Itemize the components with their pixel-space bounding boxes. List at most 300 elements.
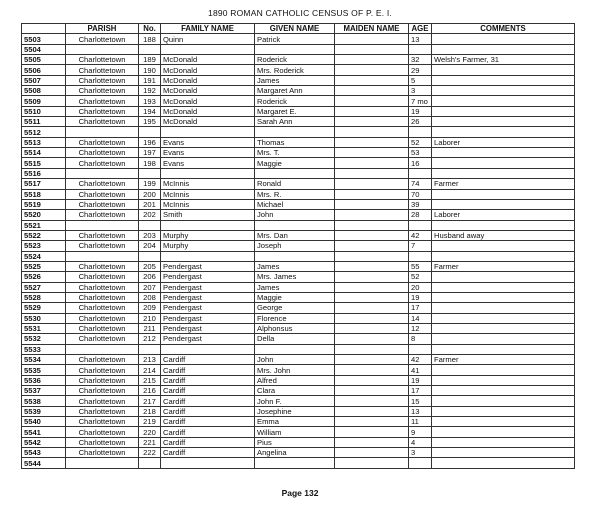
given-name-cell: John [255,355,335,365]
parish-cell: Charlottetown [66,241,139,251]
line-number-cell: 5507 [22,75,66,85]
maiden-name-cell [335,437,409,447]
parish-cell: Charlottetown [66,334,139,344]
age-cell: 4 [409,437,432,447]
table-row [22,292,575,302]
table-row [22,272,575,282]
age-cell: 19 [409,106,432,116]
given-name-cell: Emma [255,417,335,427]
comments-cell [432,168,575,178]
line-number-cell: 5517 [22,179,66,189]
line-number-cell: 5514 [22,148,66,158]
given-name-cell: Patrick [255,34,335,44]
family-name-cell: Cardiff [161,417,255,427]
parish-cell: Charlottetown [66,303,139,313]
maiden-name-cell [335,96,409,106]
given-name-cell: Margaret Ann [255,86,335,96]
household-number-cell: 209 [139,303,161,313]
comments-cell [432,386,575,396]
given-name-cell [255,44,335,54]
maiden-name-cell [335,303,409,313]
line-number-cell: 5529 [22,303,66,313]
table-header-row [22,24,575,34]
line-number-cell: 5504 [22,44,66,54]
table-row [22,199,575,209]
line-number-cell: 5524 [22,251,66,261]
given-name-cell: Maggie [255,292,335,302]
parish-cell: Charlottetown [66,55,139,65]
line-number-cell: 5509 [22,96,66,106]
given-name-cell: Mrs. R. [255,189,335,199]
family-name-cell: McDonald [161,75,255,85]
line-number-cell: 5534 [22,355,66,365]
age-cell [409,168,432,178]
table-row [22,334,575,344]
comments-cell: Farmer [432,355,575,365]
header-family-name: FAMILY NAME [161,24,255,34]
family-name-cell [161,127,255,137]
household-number-cell: 196 [139,137,161,147]
comments-cell [432,417,575,427]
household-number-cell: 221 [139,437,161,447]
comments-cell [432,344,575,354]
age-cell: 70 [409,189,432,199]
household-number-cell: 201 [139,199,161,209]
family-name-cell: Smith [161,210,255,220]
given-name-cell [255,458,335,468]
family-name-cell: McDonald [161,65,255,75]
maiden-name-cell [335,323,409,333]
age-cell [409,44,432,54]
age-cell: 13 [409,406,432,416]
given-name-cell: Pius [255,437,335,447]
household-number-cell: 222 [139,448,161,458]
family-name-cell: Evans [161,158,255,168]
line-number-cell: 5525 [22,261,66,271]
family-name-cell: Cardiff [161,437,255,447]
given-name-cell: Margaret E. [255,106,335,116]
maiden-name-cell [335,34,409,44]
maiden-name-cell [335,292,409,302]
comments-cell [432,158,575,168]
comments-cell [432,44,575,54]
table-row [22,65,575,75]
table-row [22,158,575,168]
given-name-cell [255,127,335,137]
family-name-cell: Evans [161,137,255,147]
census-table-body [22,34,575,468]
comments-cell [432,406,575,416]
line-number-cell: 5531 [22,323,66,333]
given-name-cell: Della [255,334,335,344]
given-name-cell: Mrs. James [255,272,335,282]
given-name-cell: Alfred [255,375,335,385]
household-number-cell: 211 [139,323,161,333]
given-name-cell: Josephine [255,406,335,416]
family-name-cell: Pendergast [161,292,255,302]
comments-cell [432,272,575,282]
parish-cell: Charlottetown [66,148,139,158]
header-no: No. [139,24,161,34]
comments-cell [432,323,575,333]
parish-cell [66,458,139,468]
family-name-cell: Pendergast [161,261,255,271]
comments-cell: Farmer [432,179,575,189]
header-given-name: GIVEN NAME [255,24,335,34]
age-cell: 17 [409,303,432,313]
maiden-name-cell [335,272,409,282]
household-number-cell: 212 [139,334,161,344]
line-number-cell: 5537 [22,386,66,396]
line-number-cell: 5536 [22,375,66,385]
household-number-cell [139,127,161,137]
family-name-cell: Pendergast [161,334,255,344]
comments-cell [432,189,575,199]
parish-cell: Charlottetown [66,210,139,220]
family-name-cell: Cardiff [161,386,255,396]
line-number-cell: 5542 [22,437,66,447]
maiden-name-cell [335,106,409,116]
maiden-name-cell [335,75,409,85]
line-number-cell: 5530 [22,313,66,323]
age-cell: 52 [409,137,432,147]
line-number-cell: 5515 [22,158,66,168]
table-row [22,458,575,468]
given-name-cell: Joseph [255,241,335,251]
line-number-cell: 5519 [22,199,66,209]
line-number-cell: 5532 [22,334,66,344]
maiden-name-cell [335,86,409,96]
age-cell: 53 [409,148,432,158]
comments-cell [432,199,575,209]
table-row [22,179,575,189]
given-name-cell: James [255,75,335,85]
household-number-cell: 205 [139,261,161,271]
maiden-name-cell [335,210,409,220]
maiden-name-cell [335,251,409,261]
census-table [21,23,575,469]
parish-cell: Charlottetown [66,282,139,292]
given-name-cell: Roderick [255,55,335,65]
given-name-cell [255,344,335,354]
age-cell: 19 [409,375,432,385]
household-number-cell: 213 [139,355,161,365]
comments-cell [432,127,575,137]
given-name-cell: Sarah Ann [255,117,335,127]
age-cell: 11 [409,417,432,427]
maiden-name-cell [335,334,409,344]
age-cell: 26 [409,117,432,127]
maiden-name-cell [335,375,409,385]
maiden-name-cell [335,230,409,240]
parish-cell: Charlottetown [66,137,139,147]
age-cell: 13 [409,34,432,44]
age-cell: 55 [409,261,432,271]
family-name-cell: McDonald [161,106,255,116]
document-title: 1890 ROMAN CATHOLIC CENSUS OF P. E. I. [208,8,392,18]
age-cell: 14 [409,313,432,323]
maiden-name-cell [335,199,409,209]
comments-cell [432,396,575,406]
age-cell: 52 [409,272,432,282]
given-name-cell [255,251,335,261]
household-number-cell [139,44,161,54]
age-cell: 16 [409,158,432,168]
table-row [22,417,575,427]
family-name-cell: Pendergast [161,282,255,292]
comments-cell [432,75,575,85]
given-name-cell: Roderick [255,96,335,106]
maiden-name-cell [335,168,409,178]
table-row [22,86,575,96]
parish-cell: Charlottetown [66,386,139,396]
parish-cell: Charlottetown [66,34,139,44]
table-row [22,365,575,375]
comments-cell: Laborer [432,137,575,147]
maiden-name-cell [335,117,409,127]
line-number-cell: 5538 [22,396,66,406]
comments-cell [432,220,575,230]
household-number-cell: 194 [139,106,161,116]
household-number-cell: 215 [139,375,161,385]
comments-cell [432,106,575,116]
household-number-cell: 217 [139,396,161,406]
parish-cell [66,127,139,137]
line-number-cell: 5543 [22,448,66,458]
given-name-cell: William [255,427,335,437]
maiden-name-cell [335,344,409,354]
table-row [22,148,575,158]
family-name-cell [161,220,255,230]
given-name-cell: James [255,282,335,292]
family-name-cell: Murphy [161,230,255,240]
parish-cell [66,44,139,54]
parish-cell: Charlottetown [66,117,139,127]
parish-cell: Charlottetown [66,396,139,406]
maiden-name-cell [335,406,409,416]
maiden-name-cell [335,44,409,54]
comments-cell [432,282,575,292]
line-number-cell: 5521 [22,220,66,230]
family-name-cell: McInnis [161,199,255,209]
parish-cell: Charlottetown [66,158,139,168]
line-number-cell: 5511 [22,117,66,127]
comments-cell [432,313,575,323]
given-name-cell: John [255,210,335,220]
household-number-cell: 216 [139,386,161,396]
maiden-name-cell [335,241,409,251]
given-name-cell: James [255,261,335,271]
comments-cell: Husband away [432,230,575,240]
line-number-cell: 5512 [22,127,66,137]
line-number-cell: 5526 [22,272,66,282]
family-name-cell: Evans [161,148,255,158]
table-row [22,427,575,437]
family-name-cell: Pendergast [161,303,255,313]
comments-cell [432,86,575,96]
line-number-cell: 5523 [22,241,66,251]
family-name-cell: McDonald [161,96,255,106]
household-number-cell: 214 [139,365,161,375]
parish-cell: Charlottetown [66,86,139,96]
table-row [22,313,575,323]
age-cell [409,220,432,230]
age-cell: 42 [409,230,432,240]
parish-cell: Charlottetown [66,179,139,189]
header-maiden-name: MAIDEN NAME [335,24,409,34]
maiden-name-cell [335,179,409,189]
line-number-cell: 5539 [22,406,66,416]
maiden-name-cell [335,313,409,323]
table-row [22,241,575,251]
parish-cell: Charlottetown [66,96,139,106]
given-name-cell [255,220,335,230]
family-name-cell [161,251,255,261]
given-name-cell: Mrs. T. [255,148,335,158]
age-cell: 12 [409,323,432,333]
age-cell [409,127,432,137]
table-row [22,303,575,313]
family-name-cell: Cardiff [161,365,255,375]
age-cell: 15 [409,396,432,406]
comments-cell [432,303,575,313]
age-cell: 20 [409,282,432,292]
parish-cell [66,344,139,354]
family-name-cell: Murphy [161,241,255,251]
table-row [22,448,575,458]
age-cell: 7 [409,241,432,251]
parish-cell: Charlottetown [66,199,139,209]
household-number-cell: 203 [139,230,161,240]
family-name-cell: Cardiff [161,448,255,458]
age-cell: 74 [409,179,432,189]
line-number-cell: 5540 [22,417,66,427]
household-number-cell: 197 [139,148,161,158]
maiden-name-cell [335,158,409,168]
table-row [22,230,575,240]
parish-cell: Charlottetown [66,406,139,416]
maiden-name-cell [335,65,409,75]
family-name-cell: McDonald [161,117,255,127]
maiden-name-cell [335,55,409,65]
age-cell: 19 [409,292,432,302]
age-cell: 7 mo [409,96,432,106]
line-number-cell: 5533 [22,344,66,354]
line-number-cell: 5506 [22,65,66,75]
comments-cell [432,334,575,344]
household-number-cell: 204 [139,241,161,251]
given-name-cell: Ronald [255,179,335,189]
line-number-cell: 5503 [22,34,66,44]
comments-cell: Farmer [432,261,575,271]
parish-cell: Charlottetown [66,106,139,116]
age-cell: 41 [409,365,432,375]
maiden-name-cell [335,365,409,375]
parish-cell: Charlottetown [66,230,139,240]
age-cell: 8 [409,334,432,344]
page-number: Page 132 [281,488,319,498]
family-name-cell: McDonald [161,86,255,96]
given-name-cell: John F. [255,396,335,406]
comments-cell [432,375,575,385]
line-number-cell: 5522 [22,230,66,240]
age-cell: 5 [409,75,432,85]
household-number-cell: 206 [139,272,161,282]
comments-cell [432,251,575,261]
comments-cell [432,117,575,127]
maiden-name-cell [335,148,409,158]
table-row [22,375,575,385]
parish-cell: Charlottetown [66,261,139,271]
table-row [22,251,575,261]
maiden-name-cell [335,458,409,468]
given-name-cell: Florence [255,313,335,323]
age-cell: 39 [409,199,432,209]
line-number-cell: 5513 [22,137,66,147]
given-name-cell: Alphonsus [255,323,335,333]
household-number-cell: 192 [139,86,161,96]
line-number-cell: 5527 [22,282,66,292]
table-row [22,137,575,147]
given-name-cell: Maggie [255,158,335,168]
comments-cell [432,34,575,44]
parish-cell [66,168,139,178]
maiden-name-cell [335,282,409,292]
line-number-cell: 5505 [22,55,66,65]
table-row [22,323,575,333]
family-name-cell: Cardiff [161,355,255,365]
parish-cell: Charlottetown [66,313,139,323]
age-cell: 28 [409,210,432,220]
family-name-cell [161,44,255,54]
table-row [22,34,575,44]
family-name-cell: Cardiff [161,427,255,437]
household-number-cell: 207 [139,282,161,292]
parish-cell: Charlottetown [66,323,139,333]
comments-cell [432,437,575,447]
comments-cell [432,365,575,375]
line-number-cell: 5520 [22,210,66,220]
family-name-cell: Pendergast [161,272,255,282]
family-name-cell [161,168,255,178]
table-row [22,75,575,85]
table-row [22,44,575,54]
comments-cell [432,96,575,106]
parish-cell: Charlottetown [66,437,139,447]
given-name-cell: Clara [255,386,335,396]
family-name-cell: Cardiff [161,396,255,406]
comments-cell [432,448,575,458]
household-number-cell: 193 [139,96,161,106]
comments-cell: Laborer [432,210,575,220]
maiden-name-cell [335,137,409,147]
comments-cell [432,427,575,437]
parish-cell: Charlottetown [66,355,139,365]
comments-cell [432,241,575,251]
parish-cell: Charlottetown [66,365,139,375]
given-name-cell: Michael [255,199,335,209]
household-number-cell: 195 [139,117,161,127]
household-number-cell: 190 [139,65,161,75]
household-number-cell [139,344,161,354]
family-name-cell: Cardiff [161,406,255,416]
household-number-cell: 210 [139,313,161,323]
household-number-cell: 198 [139,158,161,168]
family-name-cell: McInnis [161,179,255,189]
maiden-name-cell [335,355,409,365]
table-row [22,437,575,447]
table-row [22,261,575,271]
